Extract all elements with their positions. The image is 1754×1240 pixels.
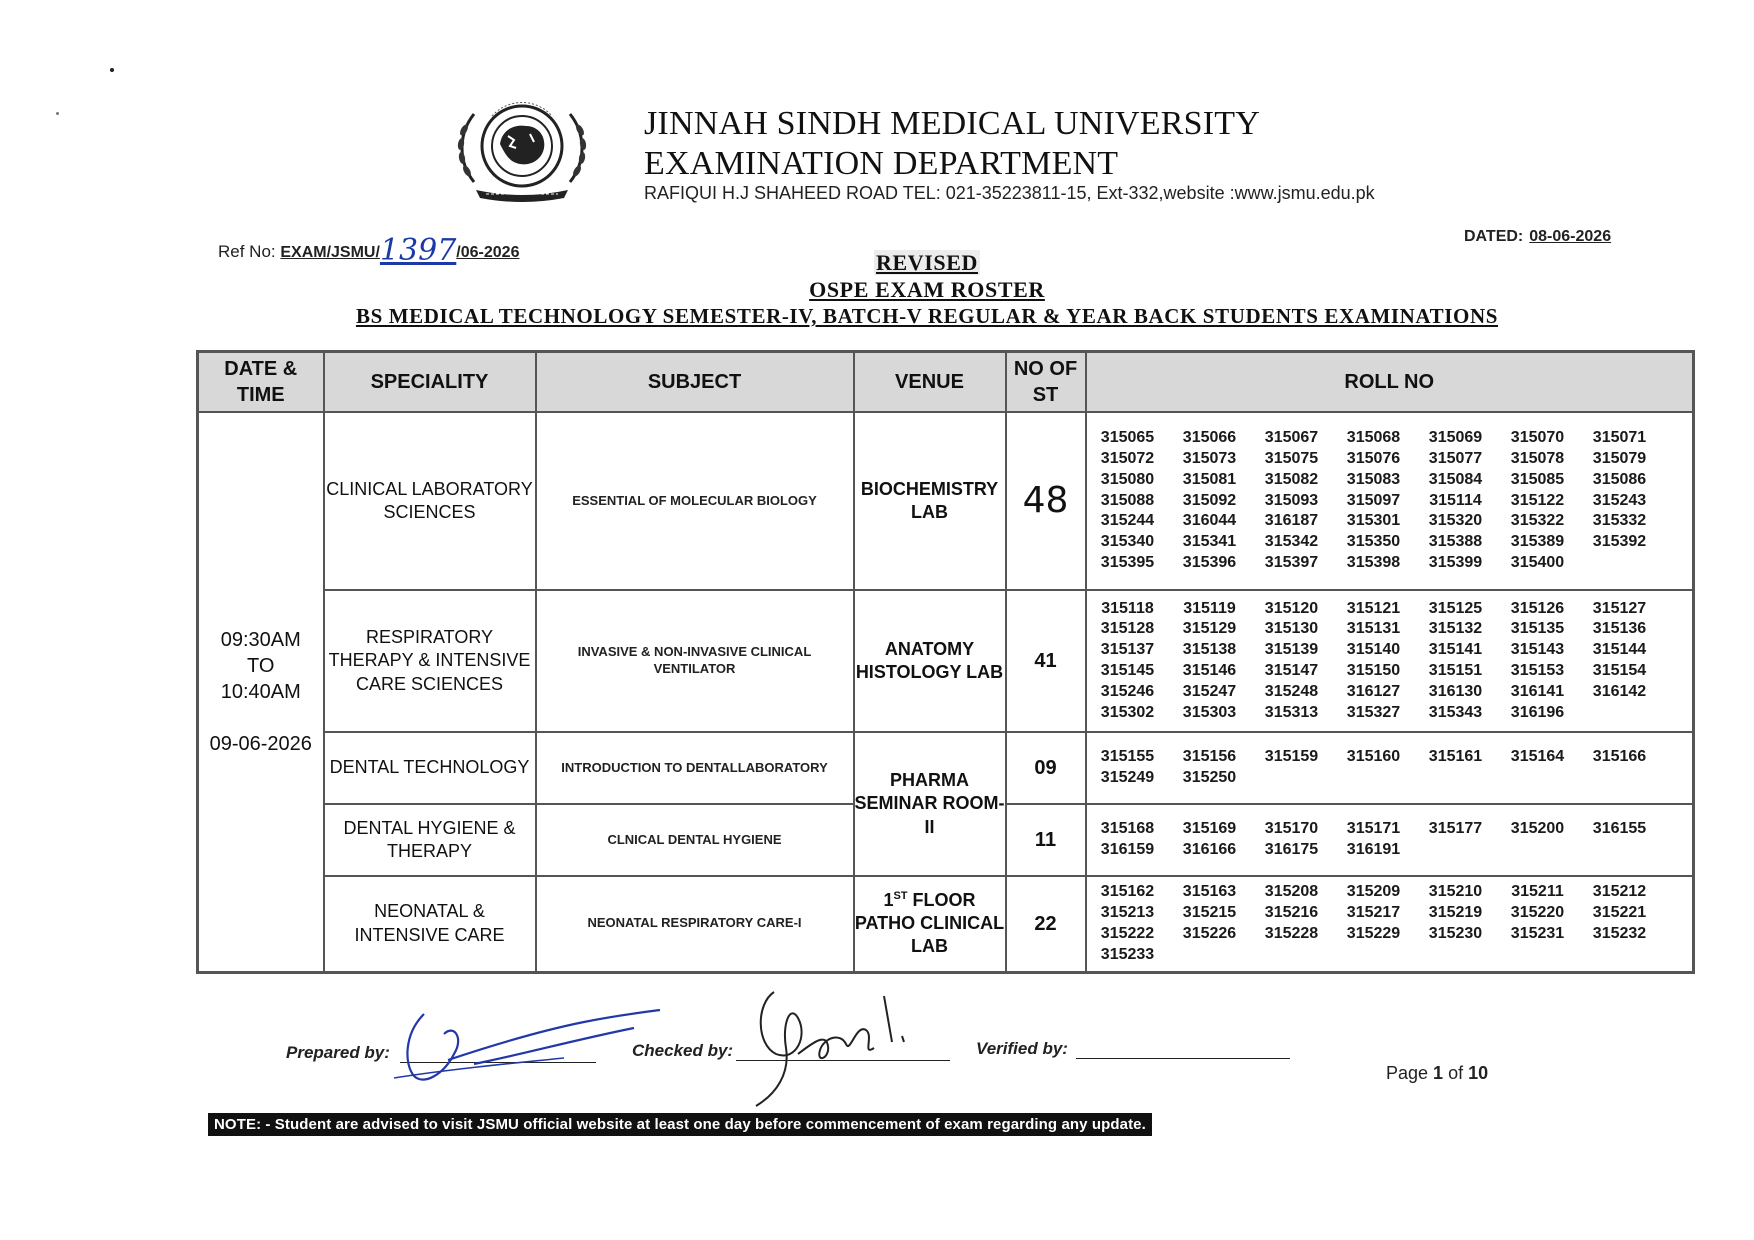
roll-number: 315247 [1182,682,1237,700]
roll-number: 315166 [1592,748,1647,766]
department-name: EXAMINATION DEPARTMENT [644,145,1119,182]
roll-number: 315216 [1264,903,1319,921]
roll-number: 315400 [1510,553,1565,571]
roll-number: 316159 [1100,841,1155,858]
roll-number: 315220 [1510,903,1565,921]
page-total: 10 [1468,1063,1489,1083]
roll-number: 315073 [1182,450,1237,467]
roll-number: 315250 [1182,769,1237,786]
document-date [1464,228,1611,246]
roll-number: 315082 [1264,470,1319,488]
roll-number: 315228 [1264,924,1319,942]
roll-number: 315155 [1100,748,1155,766]
verified-by-line [1076,1058,1290,1059]
exam-start-time: 09:30AM [220,628,301,651]
roll-number: 315156 [1182,748,1237,766]
roll-number: 315395 [1100,553,1155,571]
footer-note: NOTE: - Student are advised to visit JSMU official website at least one day before commencement of exam regarding any update. [208,1113,1152,1136]
roll-number: 315200 [1510,820,1565,838]
roll-number: 315126 [1510,599,1565,617]
roll-number: 315078 [1510,450,1565,467]
roster-heading: OSPE EXAM ROSTER [809,277,1045,302]
ref-suffix: /06-2026 [456,244,520,261]
roll-number: 316166 [1182,841,1237,858]
student-count-cell: 11 [1006,804,1086,876]
roll-number: 315086 [1592,470,1647,488]
roll-number: 315313 [1264,703,1319,721]
roll-number: 316044 [1182,512,1237,530]
revised-heading: REVISED [875,250,978,275]
ref-prefix: EXAM/JSMU/ [280,244,380,261]
roll-number: 315396 [1182,553,1237,571]
roll-number: 315121 [1346,599,1401,617]
roll-number: 315141 [1428,641,1483,659]
roll-number: 315132 [1428,620,1483,638]
university-name-block [644,104,1260,184]
roll-number: 315208 [1264,883,1319,901]
roll-number: 316175 [1264,841,1319,858]
roll-number: 316141 [1510,682,1565,700]
roll-number: 315127 [1592,599,1647,617]
roll-number: 315397 [1264,553,1319,571]
roll-number: 315079 [1592,450,1647,467]
roll-numbers-cell [1086,732,1694,804]
subject-cell: CLNICAL DENTAL HYGIENE [536,804,854,876]
roll-number: 315084 [1428,470,1483,488]
roll-numbers-cell [1086,412,1694,590]
roll-number: 315246 [1100,682,1155,700]
roll-number: 315137 [1100,641,1155,659]
table-row [198,732,1694,804]
roll-number: 315322 [1510,512,1565,530]
roll-number: 315097 [1346,491,1401,509]
roll-number: 315389 [1510,533,1565,551]
exam-roster-table [196,350,1695,974]
roll-number: 315131 [1346,620,1401,638]
roll-number: 315085 [1510,470,1565,488]
university-address: RAFIQUI H.J SHAHEED ROAD TEL: 021-35223811-15, Ext-332,website :www.jsmu.edu.pk [644,183,1375,203]
exam-end-time: 10:40AM [220,680,301,703]
table-row [198,412,1694,590]
roll-number: 315146 [1182,662,1237,679]
venue-floor: 1 [883,889,894,910]
roll-number: 315388 [1428,533,1483,551]
roll-number: 315229 [1346,924,1401,942]
roll-number: 315077 [1428,450,1483,467]
roll-number: 315071 [1592,429,1647,447]
header-count: NO OF ST [1006,352,1086,413]
exam-date-time-cell [198,412,324,972]
roll-number: 315145 [1100,662,1155,679]
roll-number: 315215 [1182,903,1237,921]
roll-number: 315154 [1592,662,1647,679]
roll-number: 315088 [1100,491,1155,509]
roll-number: 315210 [1428,883,1483,901]
venue-cell [854,876,1006,972]
roll-number: 315140 [1346,641,1401,659]
roll-number: 315072 [1100,450,1155,467]
roll-number: 315135 [1510,620,1565,638]
roll-number: 316155 [1592,820,1647,838]
roll-number: 315069 [1428,429,1483,447]
roll-number: 315177 [1428,820,1483,838]
roll-number: 315076 [1346,450,1401,467]
speciality-cell: DENTAL HYGIENE & THERAPY [324,804,536,876]
venue-cell: ANATOMY HISTOLOGY LAB [854,590,1006,732]
roll-number: 315122 [1510,491,1565,509]
speciality-cell: CLINICAL LABORATORY SCIENCES [324,412,536,590]
roll-number: 315144 [1592,641,1647,659]
roll-number: 315213 [1100,903,1155,921]
roll-number: 315332 [1592,512,1647,530]
roll-number: 315075 [1264,450,1319,467]
roll-number: 315128 [1100,620,1155,638]
header-subject: SUBJECT [536,352,854,413]
roll-number: 315320 [1428,512,1483,530]
roll-number: 315163 [1182,883,1237,901]
ref-label: Ref No: [218,242,281,261]
program-heading: BS MEDICAL TECHNOLOGY SEMESTER-IV, BATCH-V REGULAR & YEAR BACK STUDENTS EXAMINATIONS [355,304,1498,328]
roll-number: 315211 [1511,883,1564,901]
roll-number: 315129 [1182,620,1237,638]
header-venue: VENUE [854,352,1006,413]
table-header-row [198,352,1694,413]
roll-number: 315125 [1428,599,1483,617]
roll-number: 315170 [1264,820,1319,838]
roll-number: 315248 [1264,682,1319,700]
page-speck [56,112,59,115]
roll-number: 315136 [1592,620,1647,638]
subject-cell: NEONATAL RESPIRATORY CARE-I [536,876,854,972]
roll-number: 315243 [1592,491,1647,509]
table-row [198,590,1694,732]
roll-numbers-cell [1086,804,1694,876]
student-count-cell: 22 [1006,876,1086,972]
venue-floor-suffix: ST [893,889,908,902]
roll-number: 315244 [1100,512,1155,530]
roll-number: 315114 [1429,491,1482,509]
roll-number: 315143 [1510,641,1565,659]
roll-number: 315226 [1182,924,1237,942]
roll-number: 315231 [1510,924,1565,942]
header-roll-no: ROLL NO [1086,352,1694,413]
roll-number: 315303 [1182,703,1237,721]
venue-rest: FLOOR PATHO CLINICAL LAB [854,889,1005,957]
exam-time-to: TO [247,654,275,677]
roll-number: 315160 [1346,748,1401,766]
roll-number: 315150 [1346,662,1401,679]
roll-number: 315080 [1100,470,1155,488]
speciality-cell: DENTAL TECHNOLOGY [324,732,536,804]
roll-number: 315147 [1264,662,1319,679]
venue-cell: BIOCHEMISTRY LAB [854,412,1006,590]
roll-number: 315342 [1264,533,1319,551]
roll-number: 316196 [1510,703,1565,721]
student-count-cell: 48 [1006,412,1086,590]
dated-label: DATED: [1464,228,1524,245]
roll-number: 315398 [1346,553,1401,571]
roll-number: 315093 [1264,491,1319,509]
roll-number: 315065 [1100,429,1155,447]
roll-number: 315118 [1101,599,1154,617]
roll-number: 315159 [1264,748,1319,766]
roll-number: 315081 [1182,470,1237,488]
roll-number: 315168 [1100,820,1155,838]
roll-number: 315092 [1182,491,1237,509]
subject-cell: INVASIVE & NON-INVASIVE CLINICAL VENTILATOR [536,590,854,732]
prepared-by-label: Prepared by: [286,1043,390,1062]
roll-number: 315302 [1100,703,1155,721]
roll-number: 315219 [1428,903,1483,921]
speciality-cell: NEONATAL & INTENSIVE CARE [324,876,536,972]
roll-number: 315153 [1510,662,1565,679]
roll-number: 315171 [1346,820,1401,838]
roll-number: 316187 [1264,512,1319,530]
roll-number: 315068 [1346,429,1401,447]
page-speck [110,68,114,72]
roll-number: 315066 [1182,429,1237,447]
roll-number: 315233 [1100,945,1155,963]
table-row [198,876,1694,972]
roll-number: 315169 [1182,820,1237,838]
roll-number: 315119 [1183,599,1236,617]
roll-number: 315120 [1264,599,1319,617]
roll-number: 316127 [1346,682,1401,700]
roll-numbers-cell [1086,876,1694,972]
roll-number: 315249 [1100,769,1155,786]
roll-number: 316142 [1592,682,1647,700]
roll-number: 315301 [1346,512,1401,530]
prepared-by-signature [384,1004,664,1088]
page-number: Page 1 of 10 [1386,1063,1489,1083]
student-count-cell: 41 [1006,590,1086,732]
page-current: 1 [1433,1063,1444,1083]
roll-number: 315138 [1182,641,1237,659]
roll-number: 315222 [1100,924,1155,942]
subject-cell: INTRODUCTION TO DENTALLABORATORY [536,732,854,804]
roll-number: 315212 [1592,883,1647,901]
subject-cell: ESSENTIAL OF MOLECULAR BIOLOGY [536,412,854,590]
roll-number: 315162 [1100,883,1155,901]
roll-number: 315083 [1346,470,1401,488]
roll-numbers-cell [1086,590,1694,732]
roll-number: 316130 [1428,682,1483,700]
roll-number: 315350 [1346,533,1401,551]
roll-number: 315232 [1592,924,1647,942]
roll-number: 315130 [1264,620,1319,638]
roll-number: 315399 [1428,553,1483,571]
roll-number: 315161 [1428,748,1483,766]
speciality-cell: RESPIRATORY THERAPY & INTENSIVE CARE SCIENCES [324,590,536,732]
roll-number: 315230 [1428,924,1483,942]
dated-value: 08-06-2026 [1529,228,1612,245]
university-seal-logo [452,100,592,204]
university-name: JINNAH SINDH MEDICAL UNIVERSITY [644,105,1260,142]
verified-by-label: Verified by: [976,1039,1068,1058]
header-date-time: DATE & TIME [198,352,324,413]
roll-number: 316191 [1346,841,1401,858]
roll-number: 315067 [1264,429,1319,447]
roll-number: 315139 [1264,641,1319,659]
roll-number: 315392 [1592,533,1647,551]
roll-number: 315327 [1346,703,1401,721]
roll-number: 315209 [1346,883,1401,901]
roll-number: 315341 [1182,533,1237,551]
roll-number: 315343 [1428,703,1483,721]
header-speciality: SPECIALITY [324,352,536,413]
exam-date: 09-06-2026 [209,732,312,755]
roll-number: 315340 [1100,533,1155,551]
roll-number: 315070 [1510,429,1565,447]
checked-by-label: Checked by: [632,1041,734,1060]
venue-cell: PHARMA SEMINAR ROOM-II [854,732,1006,876]
roll-number: 315221 [1592,903,1647,921]
student-count-cell: 09 [1006,732,1086,804]
checked-by-signature [716,984,936,1114]
roll-number: 315164 [1510,748,1565,766]
roll-number: 315217 [1346,903,1401,921]
roll-number: 315151 [1428,662,1483,679]
ref-handwritten-number: 1397 [379,233,457,268]
